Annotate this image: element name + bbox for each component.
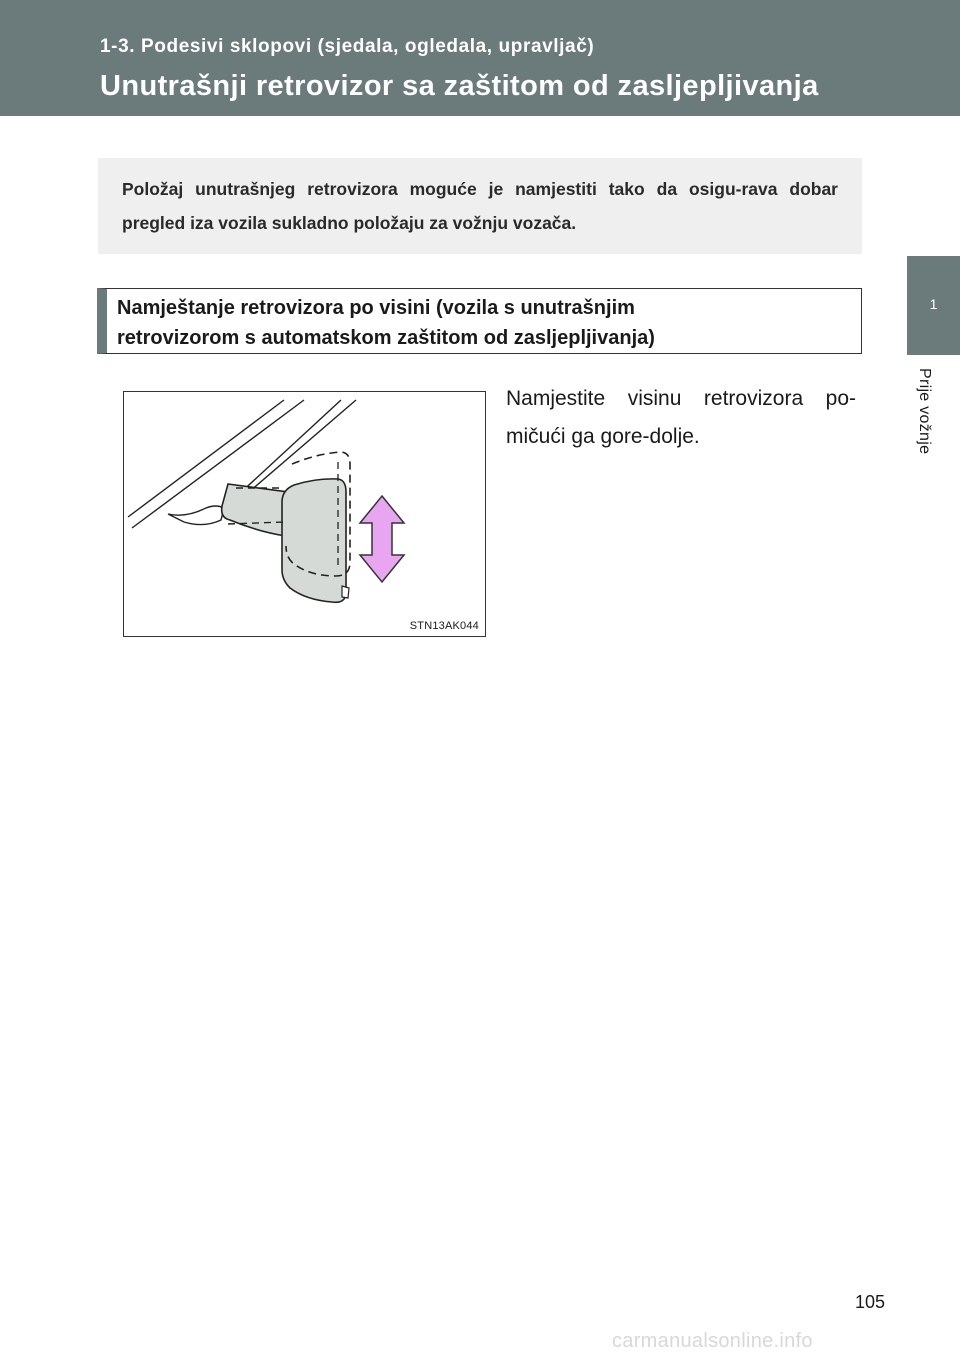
mirror-drawing bbox=[124, 392, 486, 637]
section-heading bbox=[97, 288, 862, 354]
mirror-body bbox=[282, 479, 346, 602]
watermark-text: carmanualsonline.info bbox=[612, 1330, 813, 1352]
section-heading-line1: Namještanje retrovizora po visini (vozila s unutrašnjim bbox=[117, 297, 635, 319]
page-number: 105 bbox=[855, 1292, 886, 1312]
chapter-label-container bbox=[909, 368, 949, 478]
instruction-text: Namjestite visinu retrovizora po-mičući ga gore-dolje. bbox=[506, 387, 856, 448]
mirror-bracket bbox=[168, 506, 224, 525]
figure-code: STN13AK044 bbox=[409, 620, 479, 632]
chapter-label: Prije vožnje bbox=[916, 368, 933, 455]
chapter-tab bbox=[907, 256, 960, 355]
mirror-arm bbox=[222, 484, 288, 536]
intro-box: Položaj unutrašnjeg retrovizora moguće je namjestiti tako da osigu-rava dobar pregled iza vozila sukladno položaju za vožnju vozača. bbox=[98, 158, 862, 254]
mirror-knob bbox=[342, 586, 349, 598]
section-subtitle: 1-3. Podesivi sklopovi (sjedala, ogledala, upravljač) bbox=[100, 36, 595, 57]
mirror-illustration bbox=[123, 391, 486, 637]
page-header bbox=[0, 0, 960, 116]
section-heading-line2: retrovizorom s automatskom zaštitom od zasljepljivanja) bbox=[117, 327, 655, 349]
chapter-number: 1 bbox=[929, 296, 938, 312]
up-down-arrow bbox=[360, 496, 404, 582]
page-title: Unutrašnji retrovizor sa zaštitom od zasljepljivanja bbox=[100, 70, 819, 102]
